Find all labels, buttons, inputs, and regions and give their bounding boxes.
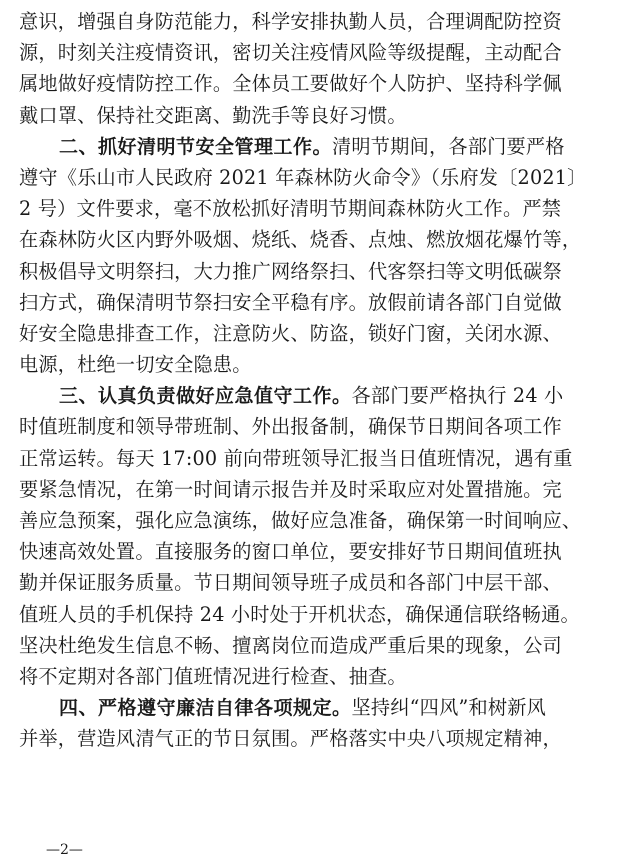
text-line: 正常运转。每天 17:00 前向带班领导汇报当日值班情况，遇有重 bbox=[19, 446, 573, 470]
text-line: 积极倡导文明祭扫，大力推广网络祭扫、代客祭扫等文明低碳祭 bbox=[19, 259, 562, 283]
text-run: 各部门要严格执行 24 小 bbox=[351, 384, 564, 408]
text-line bbox=[19, 131, 609, 162]
text-line: 要紧急情况，在第一时间请示报告并及时采取应对处置措施。完 bbox=[19, 477, 562, 501]
text-line: 2 号）文件要求，毫不放松抓好清明节期间森林防火工作。严禁 bbox=[19, 197, 562, 221]
text-line: 扫方式，确保清明节祭扫安全平稳有序。放假前请各部门自觉做 bbox=[19, 290, 562, 314]
text-run: 坚持纠“四风”和树新风 bbox=[351, 696, 547, 720]
page-number: —2— bbox=[46, 842, 83, 858]
text-line: 遵守《乐山市人民政府 2021 年森林防火命令》（乐府发〔2021〕 bbox=[19, 165, 587, 189]
text-line: 电源，杜绝一切安全隐患。 bbox=[19, 353, 252, 377]
text-line bbox=[19, 380, 609, 411]
paragraph-emergency-duty bbox=[19, 380, 609, 692]
text-line: 在森林防火区内野外吸烟、烧纸、烧香、点烛、燃放烟花爆竹等， bbox=[19, 228, 582, 252]
text-line: 属地做好疫情防控工作。全体员工要做好个人防护、坚持科学佩 bbox=[19, 72, 562, 96]
text-run: 清明节期间，各部门要严格 bbox=[332, 134, 565, 158]
text-line: 意识，增强自身防范能力，科学安排执勤人员，合理调配防控资 bbox=[19, 10, 562, 33]
section-heading: 二、抓好清明节安全管理工作。 bbox=[59, 135, 333, 158]
text-line: 值班人员的手机保持 24 小时处于开机状态，确保通信联络畅通。 bbox=[19, 602, 580, 626]
paragraph-integrity bbox=[19, 692, 609, 754]
text-line: 勤并保证服务质量。节日期间领导班子成员和各部门中层干部、 bbox=[19, 571, 562, 595]
text-line: 并举，营造风清气正的节日氛围。严格落实中央八项规定精神， bbox=[19, 727, 562, 751]
text-line: 善应急预案，强化应急演练，做好应急准备，确保第一时间响应、 bbox=[19, 509, 582, 532]
text-line bbox=[19, 692, 609, 723]
text-line: 戴口罩、保持社交距离、勤洗手等良好习惯。 bbox=[19, 103, 407, 127]
section-heading: 四、严格遵守廉洁自律各项规定。 bbox=[59, 697, 352, 720]
text-line: 坚决杜绝发生信息不畅、擅离岗位而造成严重后果的现象，公司 bbox=[19, 633, 562, 657]
text-line: 快速高效处置。直接服务的窗口单位，要安排好节日期间值班执 bbox=[19, 540, 562, 564]
text-line: 源，时刻关注疫情资讯，密切关注疫情风险等级提醒，主动配合 bbox=[19, 41, 562, 65]
paragraph-prevention bbox=[19, 6, 609, 131]
text-line: 好安全隐患排查工作，注意防火、防盗，锁好门窗，关闭水源、 bbox=[19, 321, 562, 345]
section-heading: 三、认真负责做好应急值守工作。 bbox=[59, 385, 352, 408]
text-line: 时值班制度和领导带班制、外出报备制，确保节日期间各项工作 bbox=[19, 415, 562, 439]
paragraph-qingming-safety bbox=[19, 131, 609, 381]
document-body bbox=[19, 6, 609, 755]
text-line: 将不定期对各部门值班情况进行检查、抽查。 bbox=[19, 664, 407, 688]
